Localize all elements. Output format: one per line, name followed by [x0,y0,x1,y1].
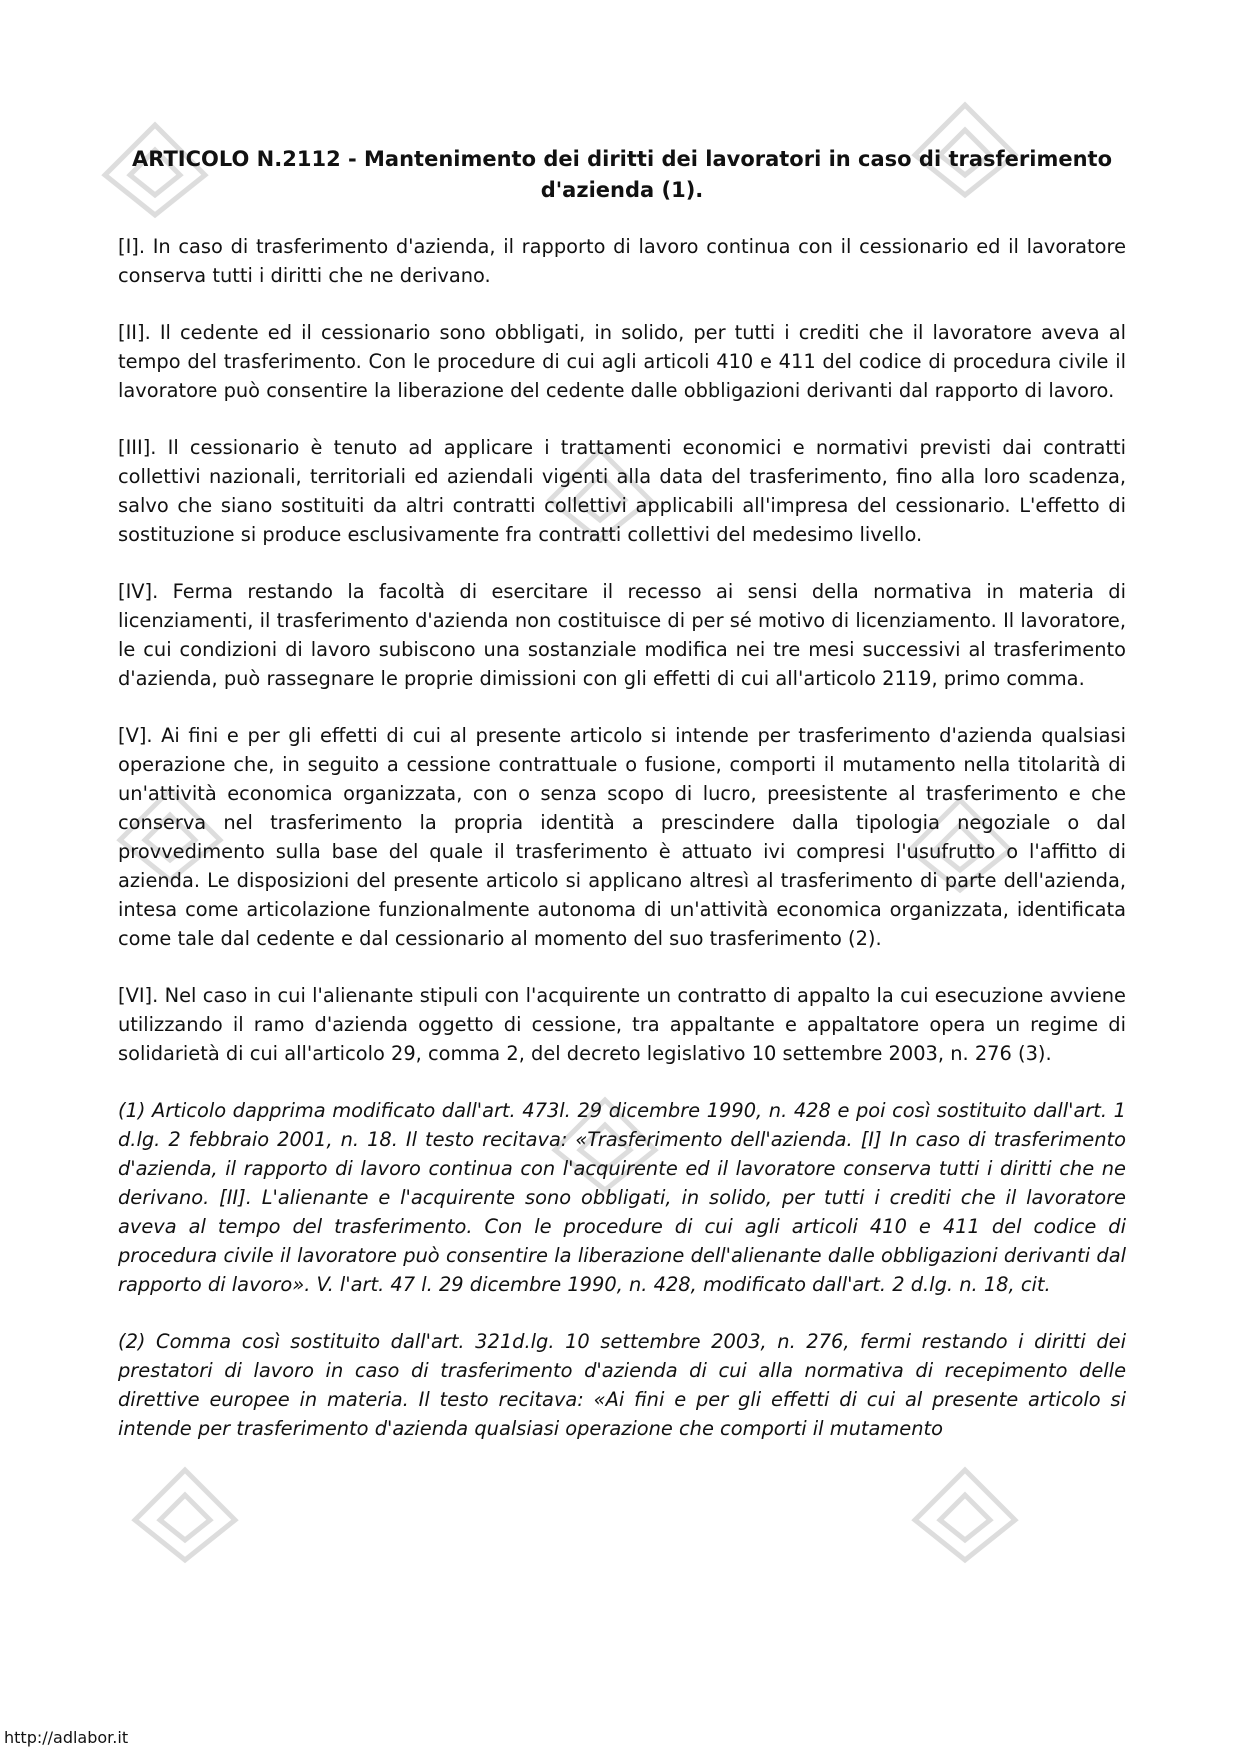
footer-url-link[interactable]: http://adlabor.it [4,1728,129,1747]
paragraph-3: [III]. Il cessionario è tenuto ad applicare i trattamenti economici e normativi previsti dai contratti collettivi nazionali, territoriali ed aziendali vigenti alla data del trasferimento, fino alla loro scadenza, salvo che siano sostituiti da altri contratti collettivi applicabili all'impresa del cessionario. L'effetto di sostituzione si produce esclusivamente fra contratti collettivi del medesimo livello. [118,436,1126,546]
paragraph-1: [I]. In caso di trasferimento d'azienda, il rapporto di lavoro continua con il cessionario ed il lavoratore conserva tutti i diritti che ne derivano. [118,235,1126,287]
paragraph-6: [VI]. Nel caso in cui l'alienante stipuli con l'acquirente un contratto di appalto la cui esecuzione avviene utilizzando il ramo d'azienda oggetto di cessione, tra appaltante e appaltatore opera un regime di solidarietà di cui all'articolo 29, comma 2, del decreto legislativo 10 settembre 2003, n. 276 (3). [118,984,1126,1065]
watermark-logo-icon [905,1460,1025,1570]
paragraph-4: [IV]. Ferma restando la facoltà di esercitare il recesso ai sensi della normativa in materia di licenziamenti, il trasferimento d'azienda non costituisce di per sé motivo di licenziamento. Il lavoratore, le cui condizioni di lavoro subiscono una sostanziale modifica nei tre mesi successivi al trasferimento d'azienda, può rassegnare le proprie dimissioni con gli effetti di cui all'articolo 2119, primo comma. [118,580,1126,690]
paragraph-2: [II]. Il cedente ed il cessionario sono obbligati, in solido, per tutti i crediti che il lavoratore aveva al tempo del trasferimento. Con le procedure di cui agli articoli 410 e 411 del codice di procedura civile il lavoratore può consentire la liberazione del cedente dalle obbligazioni derivanti dal rapporto di lavoro. [118,321,1126,402]
paragraph-5: [V]. Ai fini e per gli effetti di cui al presente articolo si intende per trasferimento d'azienda qualsiasi operazione che, in seguito a cessione contrattuale o fusione, comporti il mutamento nella titolarità di un'attività economica organizzata, con o senza scopo di lucro, preesistente al trasferimento e che conserva nel trasferimento la propria identità a prescindere dalla tipologia negoziale o dal provvedimento sulla base del quale il trasferimento è attuato ivi compresi l'usufrutto o l'affitto di azienda. Le disposizioni del presente articolo si applicano altresì al trasferimento di parte dell'azienda, intesa come articolazione funzionalmente autonoma di un'attività economica organizzata, identificata come tale dal cedente e dal cessionario al momento del suo trasferimento (2). [118,724,1126,950]
footnote-2: (2) Comma così sostituito dall'art. 321d.lg. 10 settembre 2003, n. 276, fermi restando i diritti dei prestatori di lavoro in caso di trasferimento d'azienda di cui alla normativa di recepimento delle direttive europee in materia. Il testo recitava: «Ai fini e per gli effetti di cui al presente articolo si intende per trasferimento d'azienda qualsiasi operazione che comporti il mutamento [118,1330,1126,1440]
article-body [118,232,1126,1471]
watermark-logo-icon [125,1460,245,1570]
footnote-1: (1) Articolo dapprima modificato dall'art. 473l. 29 dicembre 1990, n. 428 e poi così sostituito dall'art. 1 d.lg. 2 febbraio 2001, n. 18. Il testo recitava: «Trasferimento dell'azienda. [I] In caso di trasferimento d'azienda, il rapporto di lavoro continua con l'acquirente ed il lavoratore conserva tutti i diritti che ne derivano. [II]. L'alienante e l'acquirente sono obbligati, in solido, per tutti i crediti che il lavoratore aveva al tempo del trasferimento. Con le procedure di cui agli articoli 410 e 411 del codice di procedura civile il lavoratore può consentire la liberazione dell'alienante dalle obbligazioni derivanti dal rapporto di lavoro». V. l'art. 47 l. 29 dicembre 1990, n. 428, modificato dall'art. 2 d.lg. n. 18, cit. [118,1099,1126,1296]
article-title: ARTICOLO N.2112 - Mantenimento dei diritti dei lavoratori in caso di trasferimento d'azienda (1). [132,147,1112,202]
